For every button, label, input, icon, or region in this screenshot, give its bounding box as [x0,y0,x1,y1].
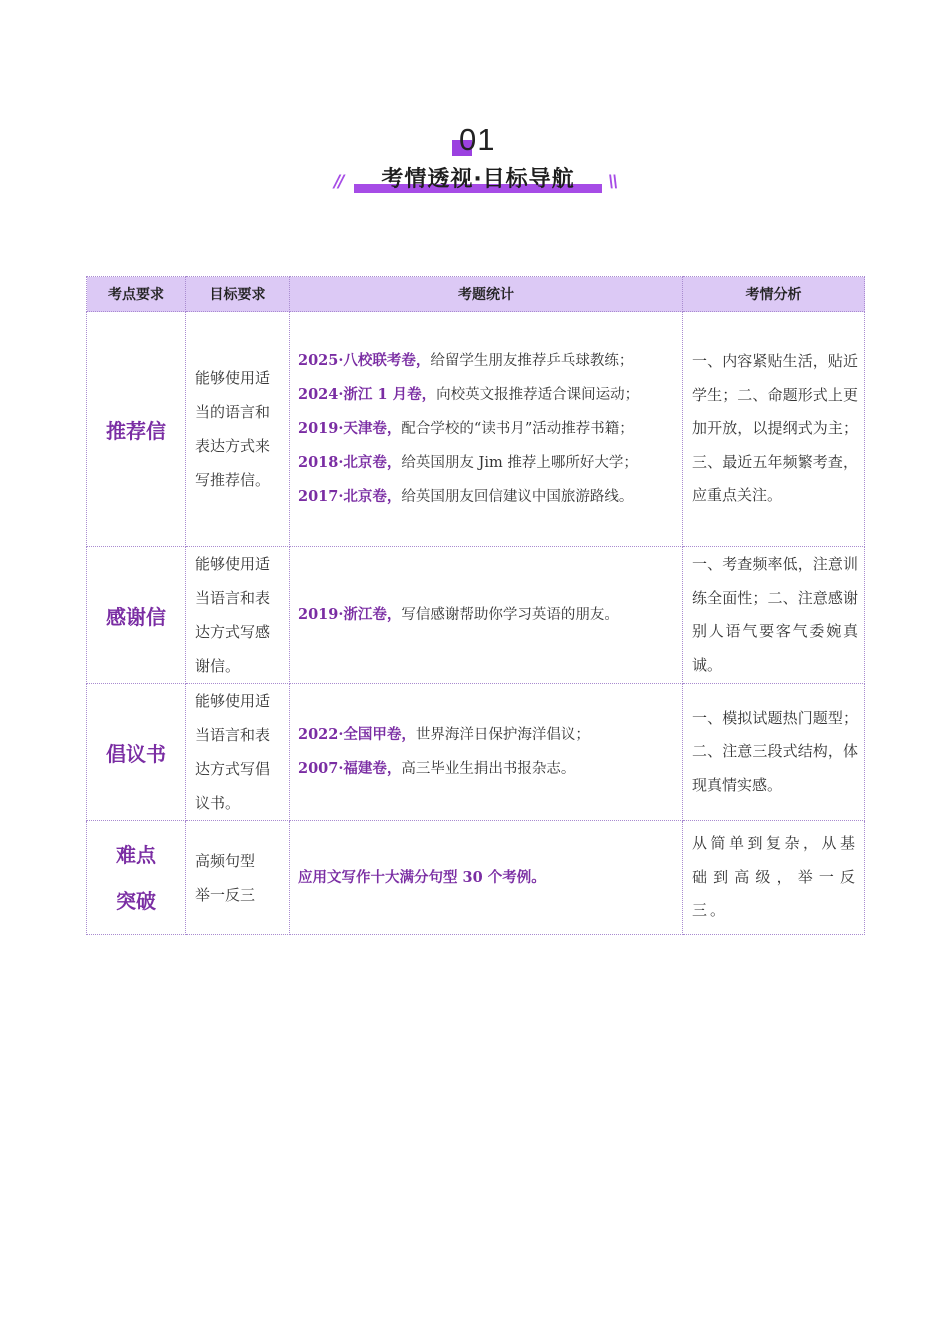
topic-label: 推荐信 [106,418,166,443]
stats-source: 2025·八校联考卷， [298,352,431,369]
stats-entry [298,598,676,632]
topic-cell [87,821,186,935]
topic-cell [87,684,186,821]
section-title-banner [330,162,622,198]
goal-cell: 能够使用适当语言和表达方式写感谢信。 [186,547,290,684]
table-row [87,312,865,547]
section-number-badge [449,122,509,162]
goal-cell: 能够使用适当语言和表达方式写倡议书。 [186,684,290,821]
stats-entry [298,718,676,752]
stats-text: 给留学生朋友推荐乒乓球教练； [430,353,634,369]
column-header: 考题统计 [290,277,683,312]
column-header: 目标要求 [186,277,290,312]
goal-line: 高频句型 [195,851,256,870]
stats-entry [298,344,676,378]
goal-cell: 能够使用适当的语言和表达方式来写推荐信。 [186,312,290,547]
topic-label: 感谢信 [106,604,166,629]
section-header [0,118,950,208]
stats-text: 配合学校的“读书月”活动推荐书籍； [401,421,634,437]
section-number: 01 [459,122,496,157]
stats-entry [298,480,676,514]
title-left-slashes-icon: // [334,172,343,192]
stats-source: 2007·福建卷， [298,760,402,777]
section-title: 考情透视·目标导航 [381,167,575,192]
stats-text: 高三毕业生捐出书报杂志。 [401,761,576,777]
topic-label: 突破 [116,888,156,913]
table-header-row [87,277,865,312]
analysis-cell: 一、内容紧贴生活，贴近学生；二、命题形式上更加开放，以提纲式为主；三、最近五年频繁考查，应重点关注。 [683,312,865,547]
stats-entry [298,378,676,412]
stats-text: 给英国朋友回信建议中国旅游路线。 [401,489,634,505]
stats-text: 世界海洋日保护海洋倡议； [415,727,590,743]
column-header: 考情分析 [683,277,865,312]
stats-text: 写信感谢帮助你学习英语的朋友。 [401,607,619,623]
stats-cell [290,821,683,935]
stats-source: 2018·北京卷， [298,454,402,471]
goal-cell [186,821,290,935]
analysis-cell: 一、考查频率低，注意训练全面性；二、注意感谢别人语气要客气委婉真诚。 [683,547,865,684]
exam-analysis-table [86,276,865,935]
analysis-cell: 一、模拟试题热门题型；二、注意三段式结构，体现真情实感。 [683,684,865,821]
topic-label: 倡议书 [106,741,166,766]
stats-text: 向校英文报推荐适合课间运动； [436,387,640,403]
stats-text: 应用文写作十大满分句型 30 个考例。 [298,868,546,886]
title-right-slashes-icon: \\ [608,172,617,192]
stats-entry [298,412,676,446]
table-row [87,547,865,684]
goal-line: 举一反三 [195,885,256,904]
stats-entry [298,752,676,786]
topic-cell [87,547,186,684]
stats-source: 2024·浙江 1 月卷， [298,386,437,403]
column-header: 考点要求 [87,277,186,312]
stats-source: 2017·北京卷， [298,488,402,505]
topic-cell [87,312,186,547]
stats-entry [298,446,676,480]
stats-cell [290,547,683,684]
stats-source: 2019·浙江卷， [298,606,402,623]
analysis-cell: 从简单到复杂，从基础到高级，举一反三。 [683,821,865,935]
stats-source: 2019·天津卷， [298,420,402,437]
topic-label: 难点 [116,842,156,867]
stats-cell [290,684,683,821]
stats-text: 给英国朋友 Jim 推荐上哪所好大学； [401,455,638,471]
table-row [87,821,865,935]
stats-source: 2022·全国甲卷， [298,726,416,743]
stats-cell [290,312,683,547]
table-row [87,684,865,821]
